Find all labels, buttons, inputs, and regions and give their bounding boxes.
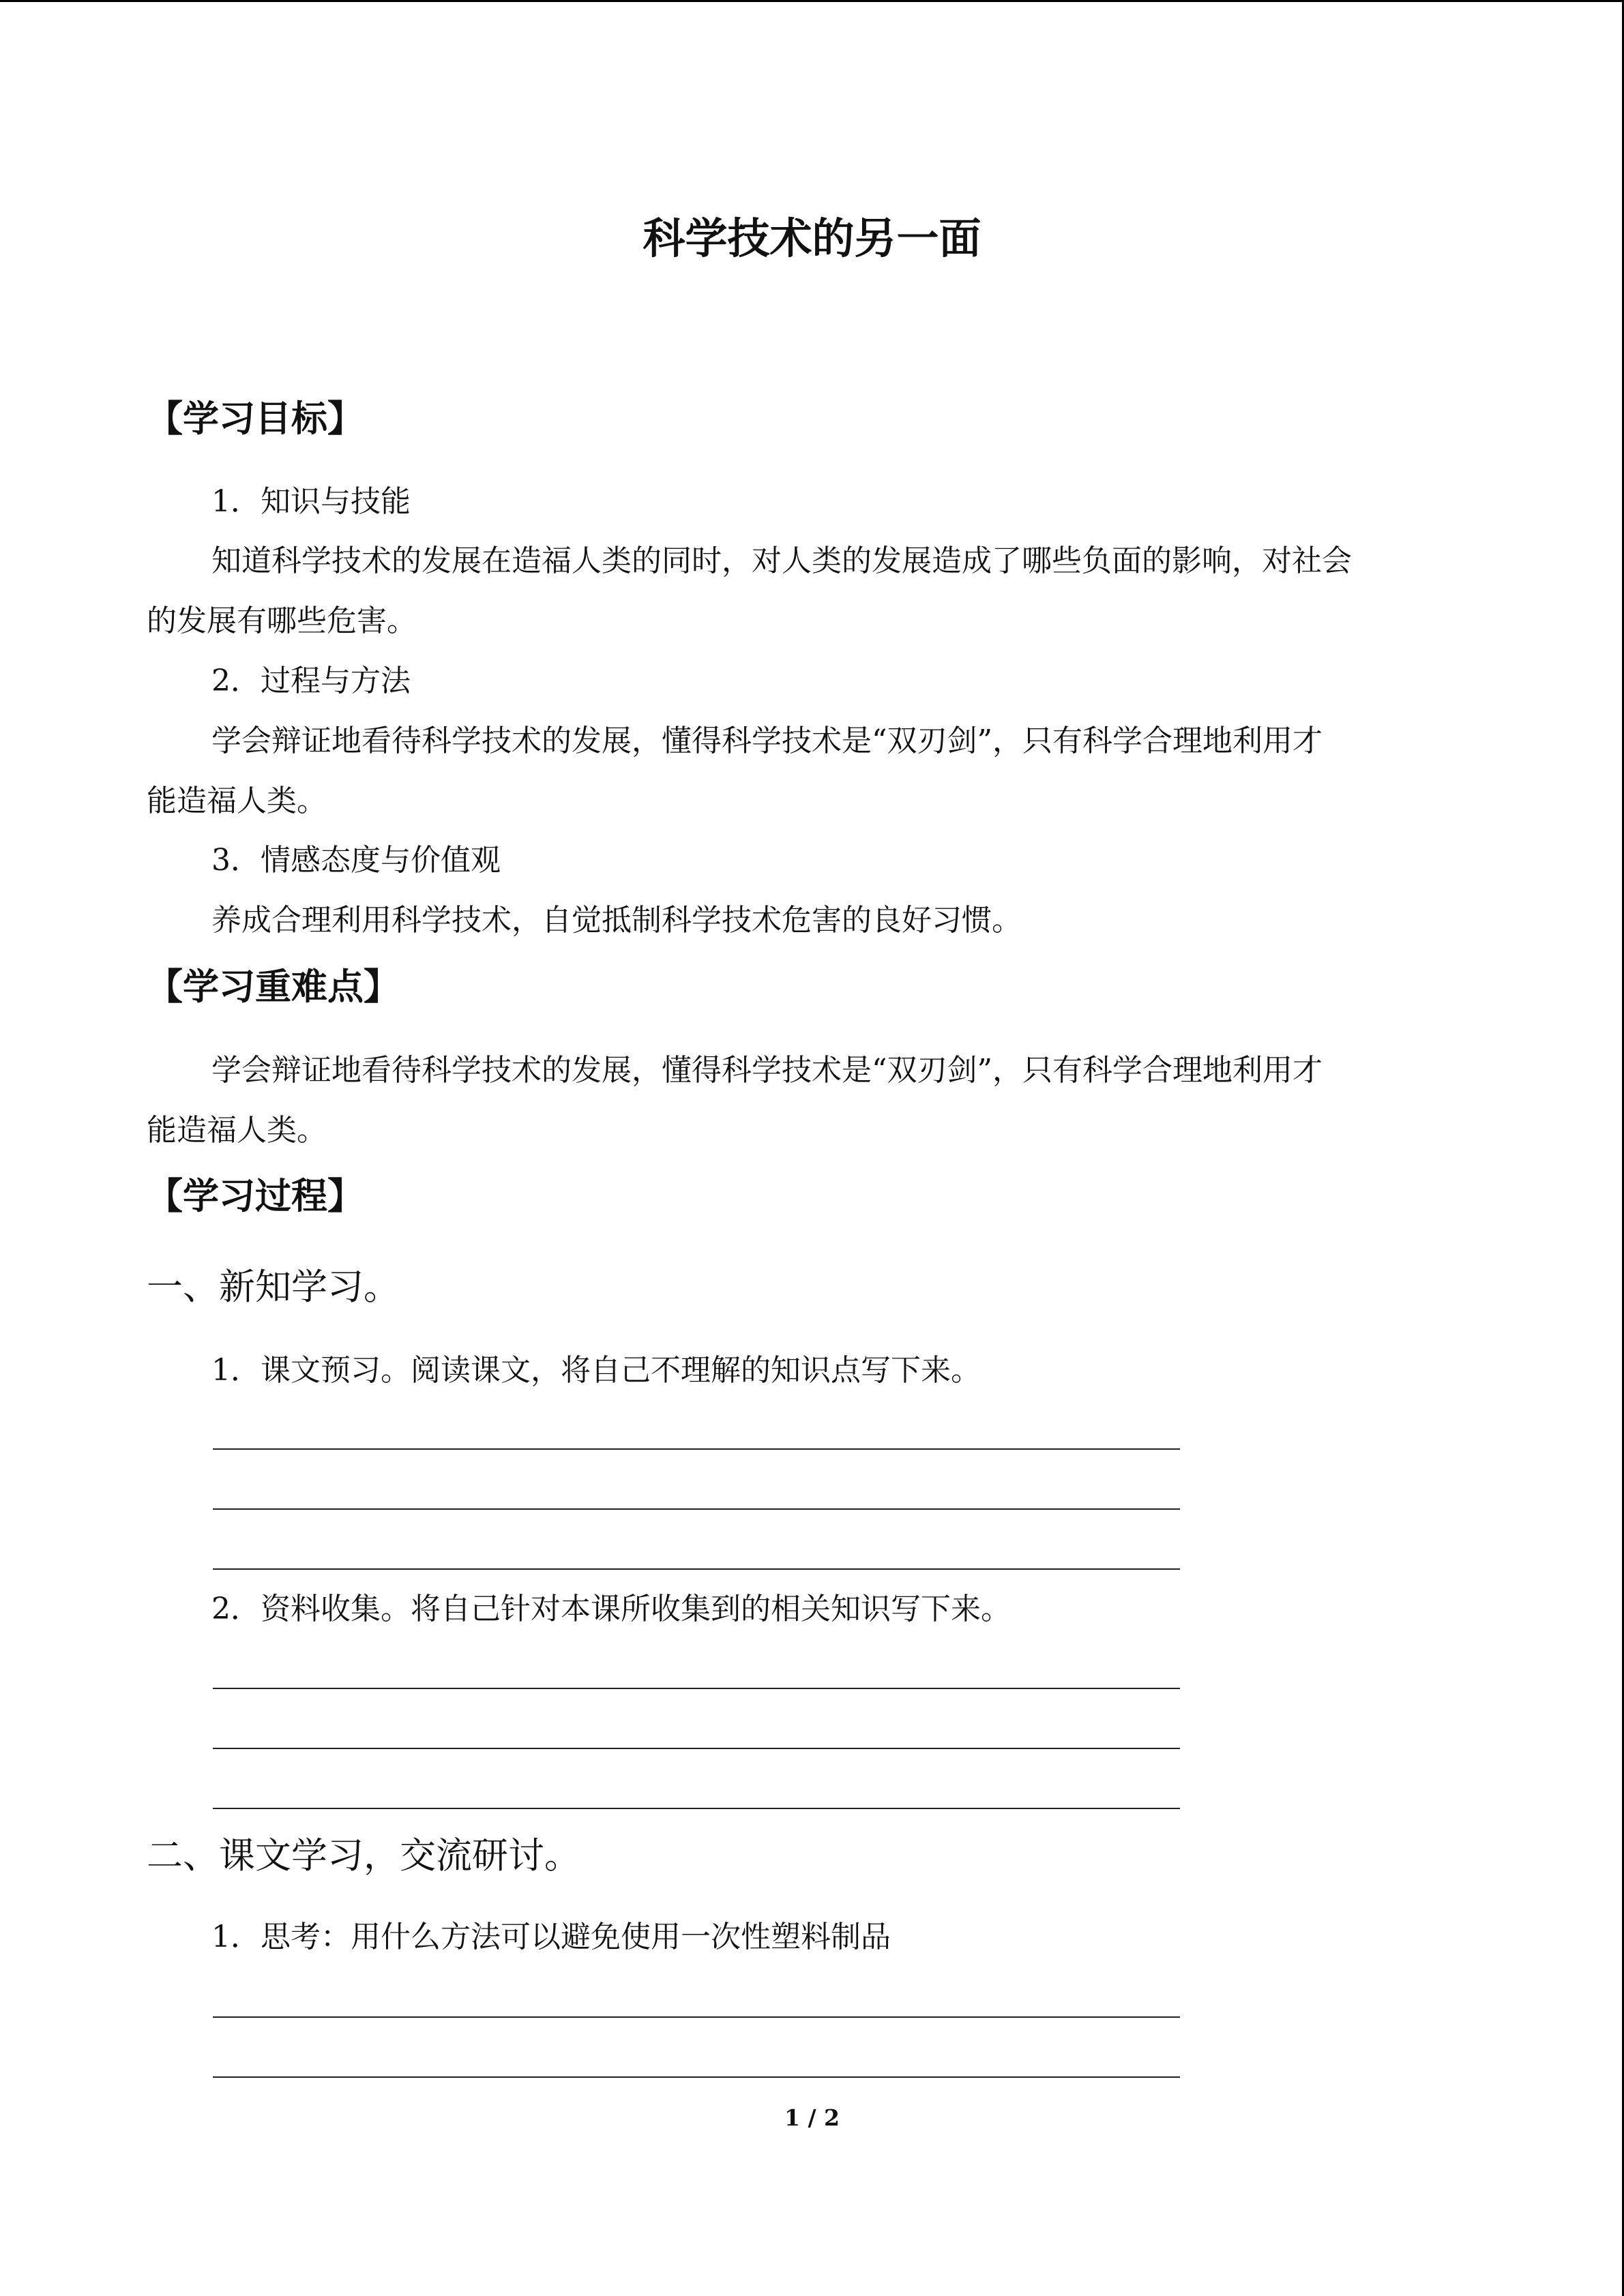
section-1-title: 一、新知学习。 [147, 1266, 400, 1308]
page-title: 科学技术的另一面 [643, 213, 981, 263]
objective-2-text-line2: 能造福人类。 [147, 784, 327, 818]
section-1-item-1: 1．课文预习。阅读课文，将自己不理解的知识点写下来。 [211, 1353, 981, 1388]
objective-1-text-line2: 的发展有哪些危害。 [147, 603, 417, 638]
section-2-item-1: 1．思考：用什么方法可以避免使用一次性塑料制品 [211, 1920, 891, 1954]
objective-2-text-line1: 学会辩证地看待科学技术的发展，懂得科学技术是“双刃剑”，只有科学合理地利用才 [211, 724, 1323, 758]
answer-line[interactable] [213, 1508, 1180, 1510]
heading-objectives: 【学习目标】 [147, 398, 364, 440]
key-points-text-line1: 学会辩证地看待科学技术的发展，懂得科学技术是“双刃剑”，只有科学合理地利用才 [211, 1053, 1323, 1088]
heading-key-points: 【学习重难点】 [147, 966, 400, 1008]
answer-line[interactable] [213, 2016, 1180, 2018]
answer-line[interactable] [213, 1568, 1180, 1570]
objective-1-label: 1．知识与技能 [211, 484, 411, 519]
section-1-item-2: 2．资料收集。将自己针对本课所收集到的相关知识写下来。 [211, 1592, 1011, 1626]
objective-2-label: 2．过程与方法 [211, 664, 411, 698]
answer-line[interactable] [213, 1808, 1180, 1809]
objective-3-text-line1: 养成合理利用科学技术，自觉抵制科学技术危害的良好习惯。 [211, 903, 1022, 938]
answer-line[interactable] [213, 2076, 1180, 2078]
page-border-top [0, 0, 1624, 2]
answer-line[interactable] [213, 1448, 1180, 1450]
key-points-text-line2: 能造福人类。 [147, 1113, 327, 1148]
section-2-title: 二、课文学习，交流研讨。 [147, 1835, 580, 1877]
page-number: 1 / 2 [784, 2104, 840, 2131]
objective-3-label: 3．情感态度与价值观 [211, 843, 501, 878]
answer-line[interactable] [213, 1688, 1180, 1689]
answer-line[interactable] [213, 1748, 1180, 1749]
heading-process: 【学习过程】 [147, 1176, 364, 1217]
objective-1-text-line1: 知道科学技术的发展在造福人类的同时，对人类的发展造成了哪些负面的影响，对社会 [211, 543, 1352, 578]
